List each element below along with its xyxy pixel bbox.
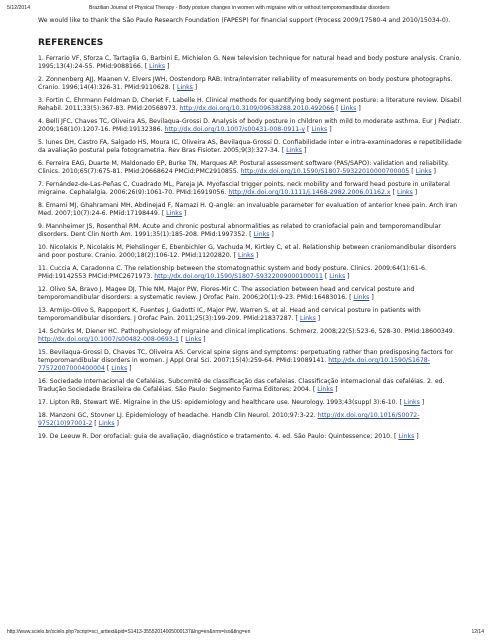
reference-item	[38, 349, 463, 373]
doi-link[interactable]: http://dx.doi.org/10.1016/S0072-9752(10)97001-2	[38, 412, 420, 427]
reference-item	[38, 223, 463, 239]
links-link[interactable]: Links	[299, 315, 316, 322]
reference-text: 9. Mannheimer JS, Rosenthal RM. Acute and chronic postural abnormalities as related to craniofacial pain and temporomandibular disorders. Dent Clin North Am. 1991;35(1):185-208. PMid:1997352.	[38, 223, 441, 238]
doi-link[interactable]: http://dx.doi.org/10.1007/s00482-008-0693-1	[38, 336, 179, 343]
bracket-close: ]	[356, 105, 361, 112]
bracket-close: ]	[114, 420, 119, 427]
reference-item	[38, 160, 463, 176]
reference-item	[38, 412, 463, 428]
bracket-close: ]	[414, 433, 419, 440]
bracket-close: ]	[333, 386, 338, 393]
reference-text: 10. Nicolakis P, Nicolakis M, Piehslinger E, Ebenbichler G, Vachuda M, Kirtley C, et al. Relationship between craniomandibular disorders and poor posture. Cranio. 2000;18(2):106-12. PMid:11202820.	[38, 244, 457, 259]
links-link[interactable]: Links	[253, 231, 270, 238]
links-link[interactable]: Links	[237, 252, 254, 259]
page-url: http://www.scielo.br/scielo.php?script=sci_arttext&pid=S1413-35552014005000137&lng=en&nrm=iso&tlng=en	[7, 629, 251, 635]
bracket-close: ]	[369, 294, 374, 301]
reference-list	[38, 55, 463, 441]
reference-text: 16. Sociedade Internacional de Cefaléias. Subcomitê de classificação das cefaleias. Classificação internacional das cefaléias. 2. ed. Tradução Sociedade Brasileira de Cefaléias. São Paulo: Segmento Farma Editores; 2004.	[38, 378, 445, 393]
doi-link[interactable]: http://dx.doi.org/10.1111/j.1468-2982.2006.01162.x	[228, 189, 391, 196]
bracket-close: ]	[315, 315, 321, 322]
page-number: 12/14	[471, 629, 484, 635]
links-link[interactable]: Links	[317, 386, 334, 393]
bracket-close: ]	[165, 63, 170, 70]
reference-item	[38, 378, 463, 394]
links-link[interactable]: Links	[111, 365, 128, 372]
doi-link[interactable]: http://dx.doi.org/10.1590/S1807-59322010000700005	[240, 168, 410, 175]
bracket-close: ]	[302, 147, 307, 154]
bracket-open: [	[349, 294, 354, 301]
links-link[interactable]: Links	[149, 63, 166, 70]
reference-text: 18. Manzoni GC, Stovner LJ. Epidemiology of headache. Handb Clin Neurol. 2010;97:3-22.	[38, 412, 316, 419]
links-link[interactable]: Links	[177, 84, 193, 91]
bracket-open: [	[144, 63, 150, 70]
links-link[interactable]: Links	[340, 105, 357, 112]
bracket-open: [	[411, 168, 416, 175]
reference-item	[38, 139, 463, 155]
bracket-open: [	[161, 210, 167, 217]
page-title: Brazilian Journal of Physical Therapy - Body posture changes in women with migraine with or without temporomandibular disorders	[89, 5, 390, 11]
reference-item	[38, 307, 463, 323]
links-link[interactable]: Links	[415, 168, 432, 175]
bracket-open: [	[394, 433, 399, 440]
links-link[interactable]: Links	[396, 189, 413, 196]
links-link[interactable]: Links	[98, 420, 115, 427]
links-link[interactable]: Links	[398, 433, 415, 440]
acknowledgement-paragraph: We would like to thank the São Paulo Research Foundation (FAPESP) for financial support (Process 2009/17580-4 and 2010/15034-0).	[38, 17, 451, 24]
reference-item	[38, 286, 463, 302]
bracket-open: [	[172, 84, 177, 91]
bracket-close: ]	[253, 252, 259, 259]
bracket-open: [	[249, 231, 254, 238]
bracket-close: ]	[269, 231, 274, 238]
doi-link[interactable]: http://dx.doi.org/10.1590/S1678-77572007000400004	[38, 357, 430, 372]
bracket-close: ]	[431, 168, 436, 175]
reference-text: 3. Fortin C, Ehrmann Feldman D, Cheriet F, Labelle H. Clinical methods for quantifying body segment posture: a literature review. Disabil Rehabil. 2011;33(5):367-83. PMid:20568973.	[38, 97, 462, 112]
links-link[interactable]: Links	[185, 336, 202, 343]
print-date: 5/12/2014	[7, 5, 31, 11]
bracket-close: ]	[327, 126, 332, 133]
links-link[interactable]: Links	[329, 273, 346, 280]
reference-item	[38, 181, 463, 197]
reference-text: 15. Bevilaqua-Grossi D, Chaves TC, Oliveira AS. Cervical spine signs and symptoms: perpetuating rather than predisposing factors for temporomandibular disorders in women. J Appl Oral Sci. 2007;15(4):259-64. PMid:19089141.	[38, 349, 453, 364]
bracket-open: [	[336, 105, 341, 112]
reference-item	[38, 244, 463, 260]
reference-item	[38, 265, 463, 281]
reference-text: 13. Armijo-Olivo S, Rappoport K, Fuentes J, Gadotti IC, Major PW, Warren S, et al. Head and cervical posture in patients with temporomandibular disorders. J Orofac Pain. 2011;25(3):199-209. PMid:21837287.	[38, 307, 421, 322]
reference-item	[38, 97, 463, 113]
reference-item	[38, 55, 463, 71]
doi-link[interactable]: http://dx.doi.org/10.3109/09638288.2010.492066	[179, 105, 335, 112]
doi-link[interactable]: http://dx.doi.org/10.1590/S1807-59322009000100011	[154, 273, 323, 280]
bracket-open: [	[94, 420, 99, 427]
reference-text: 12. Olivo SA, Bravo J, Magee DJ, Thie NM, Major PW, Flores-Mir C. The association between head and cervical posture and temporomandibular disorders: a systematic review. J Orofac Pain. 2006;20(1):9-23. PMid:16483016.	[38, 286, 415, 301]
links-link[interactable]: Links	[166, 210, 183, 217]
references-heading: REFERENCES	[38, 38, 104, 48]
bracket-close: ]	[345, 273, 350, 280]
doi-link[interactable]: http://dx.doi.org/10.1007/s00431-008-0911-y	[164, 126, 305, 133]
bracket-open: [	[312, 386, 318, 393]
reference-text: 17. Lipton RB, Stewart WE. Migraine in the US: epidemiology and healthcare use. Neurology. 1993;43(suppl 3):6-10.	[38, 399, 398, 406]
links-link[interactable]: Links	[353, 294, 370, 301]
reference-text: 19. De Leeuw R. Dor orofacial: guia de avaliação, diagnóstico e tratamento. 4. ed. São Paulo: Quintessence; 2010.	[38, 433, 393, 440]
bracket-open: [	[281, 147, 287, 154]
reference-item	[38, 399, 463, 407]
reference-text: 5. Iunes DH, Castro FA, Salgado HS, Moura IC, Oliveira AS, Bevilaqua-Grossi D. Confiabilidade inter e intra-examinadores e repetibilidade da avaliação postural pela fotogrametria. Rev Bras Fisioter. 2005;9(3):327-34.	[38, 139, 462, 154]
reference-text: 11. Cuccia A, Caradonna C. The relationship between the stomatognathic system and body posture. Clinics. 2009;64(1):61-6. PMid:19142553 PMCid:PMC2671973.	[38, 265, 427, 280]
bracket-open: [	[399, 399, 404, 406]
bracket-open: [	[324, 273, 330, 280]
reference-text: 8. Emami MJ, Ghahramani MH, Abdinejad F, Namazi H. Q-angle: an invaluable parameter for evaluation of anterior knee pain. Arch Iran Med. 2007;10(7):24-6. PMid:17198449.	[38, 202, 458, 217]
reference-text: 2. Zonnenberg AJJ, Maanen V, Elvers JWH, Oostendorp RAB. Intra/interrater reliability of measurements on body posture photographs. Cranio. 1996;14(4):326-31. PMid:9110628.	[38, 76, 453, 91]
bracket-open: [	[306, 126, 312, 133]
bracket-close: ]	[182, 210, 187, 217]
reference-item	[38, 433, 463, 441]
reference-item	[38, 118, 463, 134]
links-link[interactable]: Links	[286, 147, 303, 154]
bracket-open: [	[295, 315, 300, 322]
bracket-close: ]	[412, 189, 418, 196]
links-link[interactable]: Links	[403, 399, 420, 406]
reference-text: 14. Schürks M, Diener HC. Pathophysiology of migraine and clinical implications. Schmerz. 2008;22(5):523-6, 528-30. PMid:18600349.	[38, 328, 455, 335]
article-content	[38, 17, 463, 446]
reference-text: 4. Belli JFC, Chaves TC, Oliveira AS, Bevilaqua-Grossi D. Analysis of body posture in children with mild to moderate asthma. Eur J Pediatr. 2009;168(10):1207-16. PMid:19132386.	[38, 118, 462, 133]
bracket-close: ]	[127, 365, 132, 372]
reference-item	[38, 328, 463, 344]
reference-text: 1. Ferrario VF, Sforza C, Tartaglia G, Barbini E, Michielon G. New television technique for natural head and body posture analysis. Cranio. 1995;13(4):24-55. PMid:9088166.	[38, 55, 462, 70]
bracket-open: [	[106, 365, 112, 372]
reference-text: 7. Fernández-de-Las-Peñas C, Cuadrado ML, Pareja JA. Myofascial trigger points, neck mobility and forward head posture in unilateral migraine. Cephalalgia. 2006;26(9):1061-70. PMid:16919056.	[38, 181, 450, 196]
bracket-open: [	[180, 336, 186, 343]
bracket-close: ]	[201, 336, 206, 343]
reference-item	[38, 76, 463, 92]
bracket-open: [	[392, 189, 397, 196]
bracket-close: ]	[192, 84, 198, 91]
links-link[interactable]: Links	[311, 126, 328, 133]
reference-text: 6. Ferreira EAG, Duarte M, Maldonado EP, Burke TN, Marques AP. Postural assessment software (PAS/SAPO): validation and reliability. Clinics. 2010;65(7):675-81. PMid:20668624 PMCid:PMC2910855.	[38, 160, 450, 175]
reference-item	[38, 202, 463, 218]
bracket-close: ]	[419, 399, 425, 406]
bracket-open: [	[233, 252, 238, 259]
